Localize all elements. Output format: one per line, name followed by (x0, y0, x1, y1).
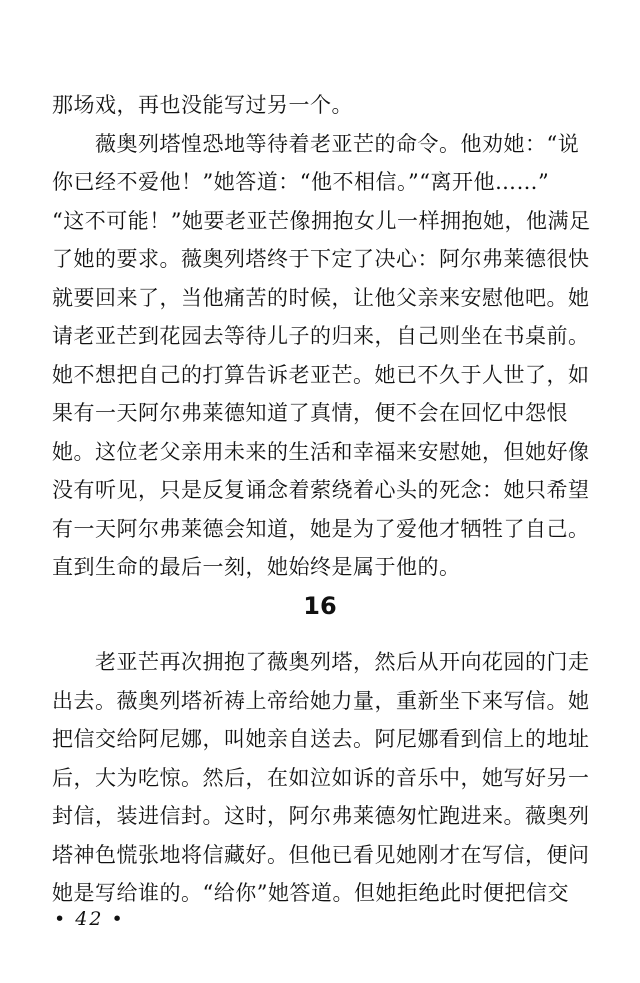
text-line: 没有听见，只是反复诵念着萦绕着心头的死念：她只希望 (52, 478, 590, 502)
text-line: 薇奥列塔惶恐地等待着老亚芒的命令。他劝她：“说 (52, 131, 580, 156)
text-line: 出去。薇奥列塔祈祷上帝给她力量，重新坐下来写信。她 (52, 688, 590, 713)
text-line: 了她的要求。薇奥列塔终于下定了决心：阿尔弗莱德很快 (52, 247, 590, 271)
text-line: 塔神色慌张地将信藏好。但他已看见她刚才在写信，便问 (52, 842, 590, 867)
text-line: 请老亚芒到花园去等待儿子的归来，自己则坐在书桌前。 (52, 324, 590, 348)
text-line: 她。这位老父亲用未来的生活和幸福来安慰她，但她好像 (52, 439, 590, 464)
text-line: 就要回来了，当他痛苦的时候，让他父亲来安慰他吧。她 (52, 285, 590, 310)
text-line: 把信交给阿尼娜，叫她亲自送去。阿尼娜看到信上的地址 (52, 727, 590, 751)
text-line: 封信，装进信封。这时，阿尔弗莱德匆忙跑进来。薇奥列 (52, 804, 590, 828)
text-line: 后，大为吃惊。然后，在如泣如诉的音乐中，她写好另一 (52, 765, 590, 790)
text-line: 果有一天阿尔弗莱德知道了真情，便不会在回忆中怨恨 (52, 401, 568, 425)
paragraph-block-2 (52, 643, 592, 913)
text-line: 直到生命的最后一刻，她始终是属于他的。 (52, 555, 461, 579)
page-number: • 42 • (54, 908, 125, 930)
text-line: 你已经不爱他！”她答道：“他不相信。”“离开他……” (52, 170, 550, 194)
text-line: 她是写给谁的。“给你”她答道。但她拒绝此时便把信交 (52, 881, 569, 905)
text-line: 老亚芒再次拥抱了薇奥列塔，然后从开向花园的门走 (52, 650, 590, 674)
chapter-number: 16 (303, 592, 337, 620)
paragraph-block-1 (52, 86, 592, 587)
text-line: 那场戏，再也没能写过另一个。 (52, 93, 353, 117)
text-line: “这不可能！”她要老亚芒像拥抱女儿一样拥抱她，他满足 (52, 208, 591, 233)
text-line: 有一天阿尔弗莱德会知道，她是为了爱他才牺牲了自己。 (52, 516, 590, 541)
text-line: 她不想把自己的打算告诉老亚芒。她已不久于人世了，如 (52, 362, 590, 387)
